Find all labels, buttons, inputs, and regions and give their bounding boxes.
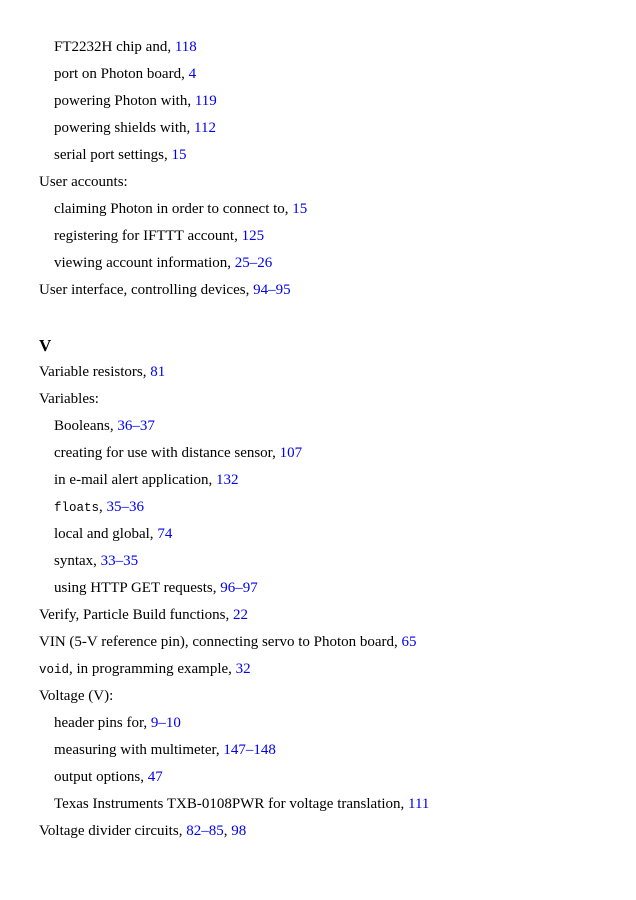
page-link[interactable]: 94–95 bbox=[253, 282, 291, 298]
entry-code-term: floats bbox=[54, 501, 100, 515]
index-entry bbox=[39, 278, 629, 305]
page-link[interactable]: 125 bbox=[241, 228, 265, 244]
entry-label: , in programming example, bbox=[69, 661, 236, 677]
entry-label: FT2232H chip and, bbox=[54, 39, 175, 55]
entry-label: powering Photon with, bbox=[54, 93, 195, 109]
entry-label: powering shields with, bbox=[54, 120, 194, 136]
entry-label: creating for use with distance sensor, bbox=[54, 445, 280, 461]
index-subentry bbox=[39, 792, 629, 819]
index-subentry bbox=[39, 35, 629, 62]
index-entry bbox=[39, 630, 629, 657]
page-link[interactable]: 107 bbox=[279, 445, 303, 461]
index-subentry bbox=[39, 522, 629, 549]
page-link[interactable]: 74 bbox=[157, 526, 173, 542]
entry-label: using HTTP GET requests, bbox=[54, 580, 221, 596]
index-entry bbox=[39, 360, 629, 387]
index-entry bbox=[39, 170, 629, 197]
index-subentry bbox=[39, 197, 629, 224]
entry-code-term: void bbox=[39, 663, 70, 677]
entry-label: port on Photon board, bbox=[54, 66, 189, 82]
index-entry bbox=[39, 819, 629, 846]
page-link[interactable]: 81 bbox=[150, 364, 166, 380]
page-link[interactable]: 36–37 bbox=[117, 418, 155, 434]
index-page bbox=[39, 35, 629, 846]
index-subentry bbox=[39, 89, 629, 116]
index-entry bbox=[39, 603, 629, 630]
page-link[interactable]: 25–26 bbox=[234, 255, 273, 271]
entry-label: Verify, Particle Build functions, bbox=[39, 607, 233, 623]
page-link[interactable]: 15 bbox=[292, 201, 308, 217]
entry-label: registering for IFTTT account, bbox=[54, 228, 242, 244]
index-entry bbox=[39, 387, 629, 414]
index-subentry bbox=[39, 143, 629, 170]
index-subentry bbox=[39, 468, 629, 495]
entry-label: claiming Photon in order to connect to, bbox=[54, 201, 293, 217]
entry-label: serial port settings, bbox=[54, 147, 172, 163]
index-subentry bbox=[39, 738, 629, 765]
index-subentry bbox=[39, 116, 629, 143]
index-subentry bbox=[39, 224, 629, 251]
page-separator: , bbox=[223, 823, 232, 839]
index-subentry bbox=[39, 495, 629, 522]
page-link[interactable]: 15 bbox=[171, 147, 187, 163]
page-link[interactable]: 132 bbox=[216, 472, 239, 488]
index-subentry bbox=[39, 441, 629, 468]
section-gap bbox=[39, 305, 629, 332]
page-link[interactable]: 118 bbox=[174, 39, 197, 55]
entry-label: User interface, controlling devices, bbox=[39, 282, 254, 298]
page-link[interactable]: 119 bbox=[194, 93, 217, 109]
entry-label: Variables: bbox=[39, 391, 99, 407]
entry-label: , bbox=[99, 499, 107, 515]
page-link[interactable]: 9–10 bbox=[150, 715, 181, 731]
index-entry bbox=[39, 657, 629, 684]
page-link[interactable]: 111 bbox=[408, 796, 430, 812]
page-link[interactable]: 98 bbox=[231, 823, 247, 839]
entry-label: syntax, bbox=[54, 553, 101, 569]
page-link[interactable]: 47 bbox=[147, 769, 163, 785]
page-link[interactable]: 96–97 bbox=[220, 580, 258, 596]
index-subentry bbox=[39, 251, 629, 278]
entry-label: viewing account information, bbox=[54, 255, 235, 271]
entry-label: header pins for, bbox=[54, 715, 151, 731]
index-subentry bbox=[39, 711, 629, 738]
entry-label: User accounts: bbox=[39, 174, 128, 190]
page-link[interactable]: 4 bbox=[188, 66, 197, 82]
section-letter-v: V bbox=[39, 336, 52, 355]
entry-label: Voltage divider circuits, bbox=[39, 823, 187, 839]
entry-label: output options, bbox=[54, 769, 148, 785]
entry-label: in e-mail alert application, bbox=[54, 472, 217, 488]
page-link[interactable]: 147–148 bbox=[223, 742, 276, 758]
page-link[interactable]: 22 bbox=[233, 607, 248, 623]
entry-label: Voltage (V): bbox=[39, 688, 114, 704]
page-link[interactable]: 33–35 bbox=[100, 553, 139, 569]
index-subentry bbox=[39, 62, 629, 89]
index-subentry bbox=[39, 765, 629, 792]
page-link[interactable]: 35–36 bbox=[106, 499, 145, 515]
index-subentry bbox=[39, 549, 629, 576]
page-link[interactable]: 112 bbox=[194, 120, 216, 136]
index-entry bbox=[39, 684, 629, 711]
entry-label: local and global, bbox=[54, 526, 158, 542]
index-subentry bbox=[39, 576, 629, 603]
entry-label: Variable resistors, bbox=[39, 364, 151, 380]
entry-label: Texas Instruments TXB-0108PWR for voltage translation, bbox=[54, 796, 409, 812]
page-link[interactable]: 82–85 bbox=[186, 823, 224, 839]
entry-label: VIN (5-V reference pin), connecting servo to Photon board, bbox=[39, 634, 402, 650]
index-subentry bbox=[39, 414, 629, 441]
entry-label: measuring with multimeter, bbox=[54, 742, 224, 758]
page-link[interactable]: 65 bbox=[401, 634, 417, 650]
entry-label: Booleans, bbox=[54, 418, 118, 434]
page-link[interactable]: 32 bbox=[235, 661, 251, 677]
